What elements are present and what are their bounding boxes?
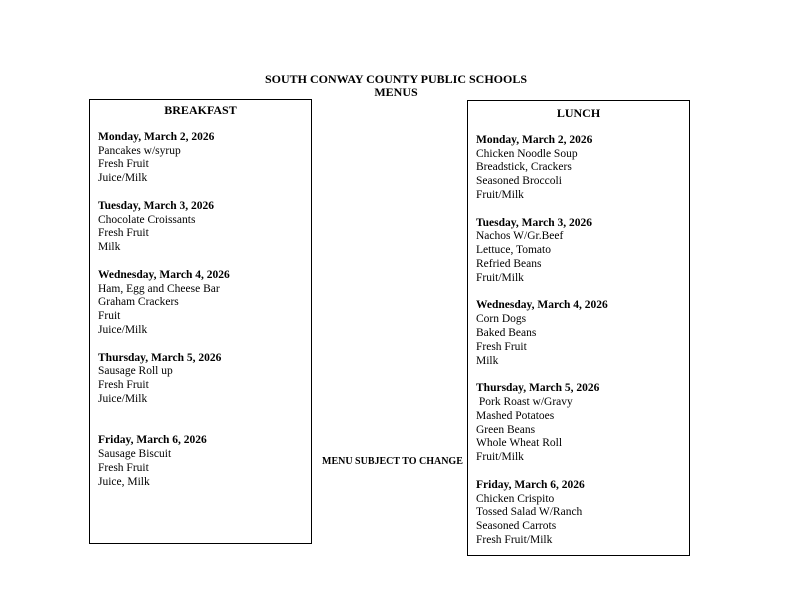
lunch-heading: LUNCH	[556, 106, 601, 120]
menu-item: Fresh Fruit/Milk	[476, 533, 553, 546]
breakfast-day-monday	[98, 131, 303, 186]
day-date: Friday, March 6, 2026	[98, 434, 207, 447]
breakfast-menu-box	[89, 99, 312, 544]
menu-item: Sausage Biscuit	[98, 448, 172, 461]
menu-item: Juice/Milk	[98, 172, 148, 185]
menu-item: Juice/Milk	[98, 323, 148, 336]
menu-item: Fresh Fruit	[98, 379, 149, 392]
menu-item: Ham, Egg and Cheese Bar	[98, 282, 220, 295]
day-date: Wednesday, March 4, 2026	[98, 268, 230, 281]
menu-item: Sausage Roll up	[98, 365, 173, 378]
menu-item: Breadstick, Crackers	[476, 161, 572, 174]
menu-item: Juice/Milk	[98, 392, 148, 405]
day-date: Thursday, March 5, 2026	[98, 351, 222, 364]
menu-change-note: MENU SUBJECT TO CHANGE	[322, 456, 463, 467]
breakfast-day-tuesday	[98, 200, 303, 255]
lunch-day-tuesday	[476, 217, 681, 286]
menu-item: Green Beans	[476, 423, 536, 436]
menu-item: Chicken Crispito	[476, 492, 555, 505]
menu-item: Lettuce, Tomato	[476, 244, 551, 257]
menu-item: Whole Wheat Roll	[476, 437, 563, 450]
menu-item: Graham Crackers	[98, 296, 179, 309]
breakfast-day-thursday	[98, 352, 303, 407]
menu-item: Mashed Potatoes	[476, 409, 555, 422]
menu-item: Seasoned Broccoli	[476, 175, 562, 188]
menu-item: Fresh Fruit	[98, 158, 149, 171]
lunch-day-monday	[476, 134, 681, 203]
menu-item: Pancakes w/syrup	[98, 144, 181, 157]
page-title: SOUTH CONWAY COUNTY PUBLIC SCHOOLS	[264, 72, 528, 86]
menu-item: Chocolate Croissants	[98, 213, 196, 226]
lunch-day-thursday	[476, 382, 681, 465]
menu-item: Fresh Fruit	[98, 227, 149, 240]
menu-item: Fruit/Milk	[476, 271, 524, 284]
day-date: Friday, March 6, 2026	[476, 478, 585, 491]
lunch-day-wednesday	[476, 299, 681, 368]
menu-item: Corn Dogs	[476, 313, 527, 326]
breakfast-day-wednesday	[98, 269, 303, 338]
lunch-day-friday	[476, 479, 681, 548]
lunch-menu-box	[467, 100, 690, 556]
day-date: Tuesday, March 3, 2026	[476, 216, 592, 229]
menu-item: Fruit/Milk	[476, 188, 524, 201]
day-date: Wednesday, March 4, 2026	[476, 299, 608, 312]
menu-item: Juice, Milk	[98, 475, 150, 488]
menu-item: Seasoned Carrots	[476, 520, 557, 533]
menu-item: Refried Beans	[476, 257, 542, 270]
page-subtitle: MENUS	[374, 85, 418, 99]
breakfast-heading: BREAKFAST	[164, 103, 237, 117]
day-date: Thursday, March 5, 2026	[476, 382, 600, 395]
menu-item: Chicken Noodle Soup	[476, 147, 578, 160]
menu-item: Baked Beans	[476, 326, 537, 339]
menu-item: Fresh Fruit	[98, 461, 149, 474]
menu-item: Fresh Fruit	[476, 340, 527, 353]
menu-item: Fruit/Milk	[476, 451, 524, 464]
day-date: Tuesday, March 3, 2026	[98, 199, 214, 212]
breakfast-day-friday	[98, 434, 303, 489]
menu-item: Milk	[98, 241, 121, 254]
menu-item: Pork Roast w/Gravy	[476, 395, 573, 408]
menu-item: Fruit	[98, 310, 121, 323]
menu-item: Tossed Salad W/Ranch	[476, 506, 583, 519]
menu-item: Nachos W/Gr.Beef	[476, 230, 564, 243]
menu-item: Milk	[476, 354, 499, 367]
day-date: Monday, March 2, 2026	[476, 133, 593, 146]
day-date: Monday, March 2, 2026	[98, 130, 215, 143]
